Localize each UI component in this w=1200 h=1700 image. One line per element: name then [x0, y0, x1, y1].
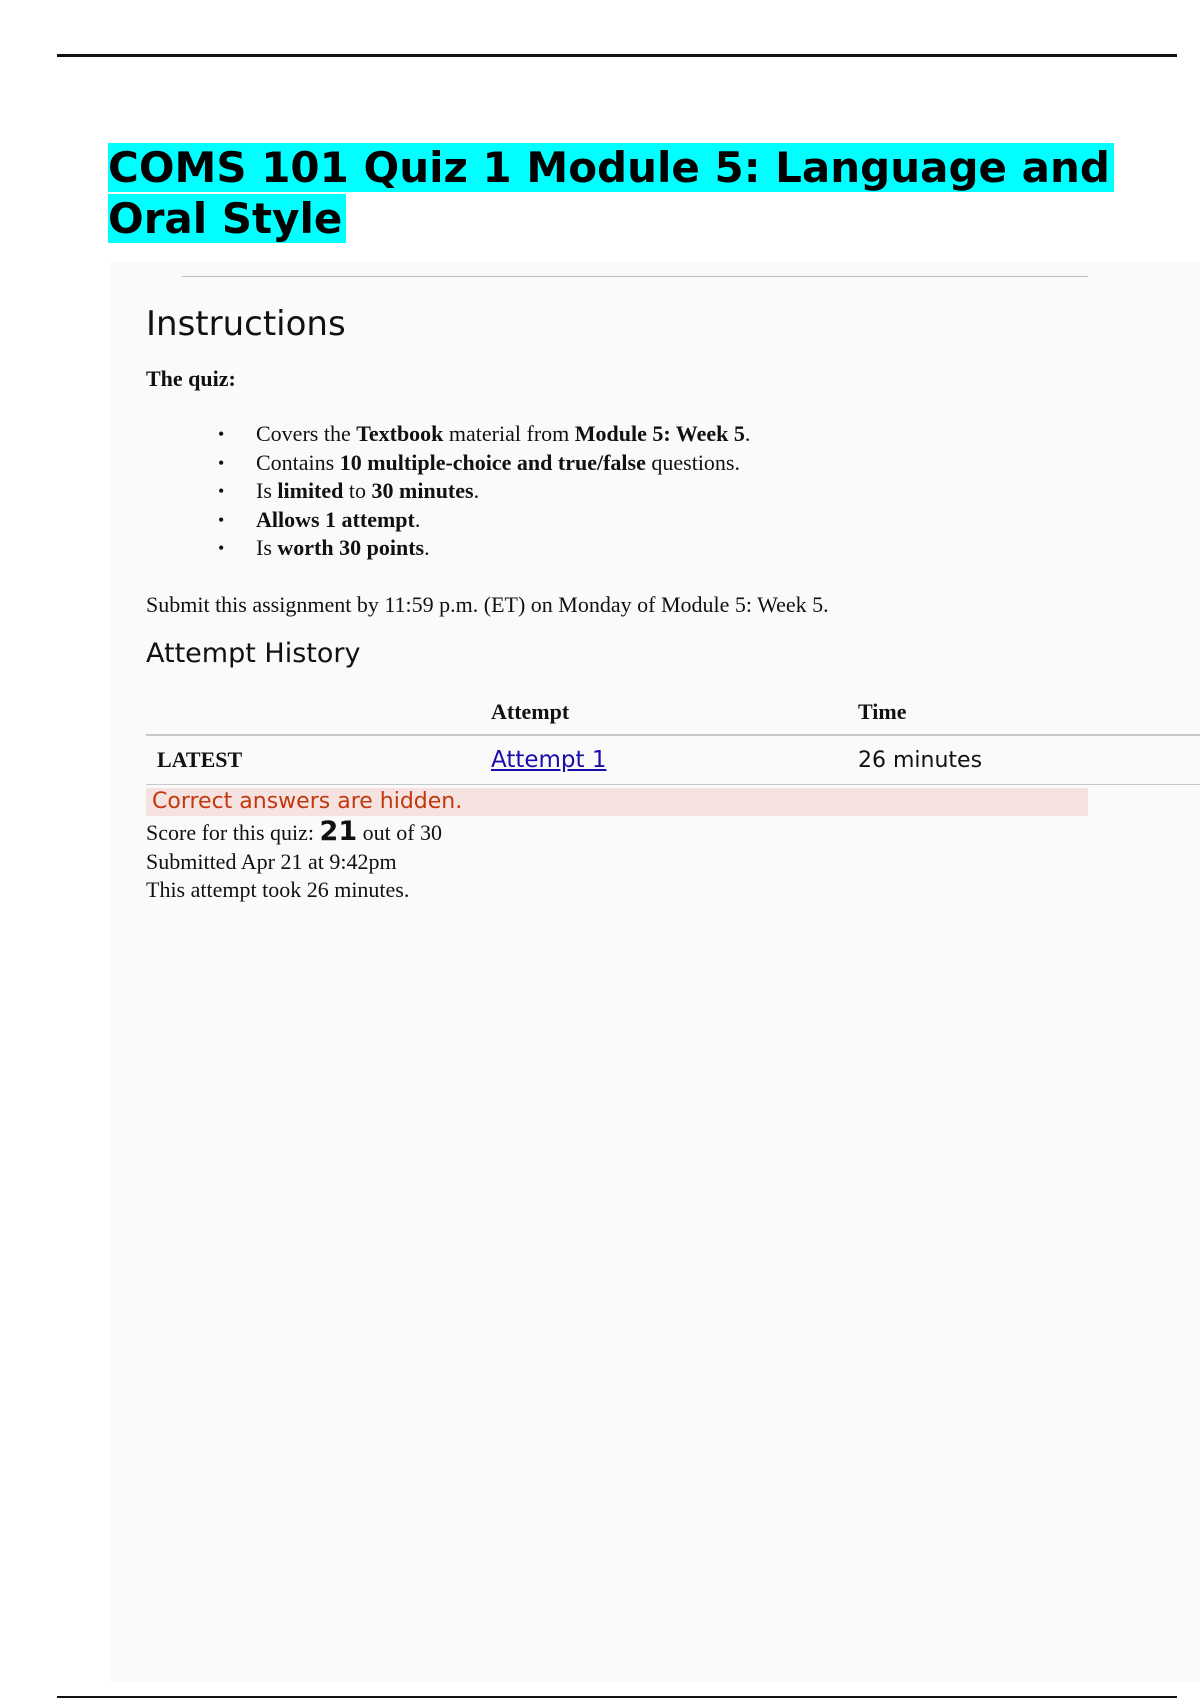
table-header-row	[146, 690, 1200, 735]
score-line	[146, 818, 442, 848]
text-run: Contains	[256, 449, 340, 475]
text-run: Is	[256, 478, 278, 503]
attempt-time: 26 minutes	[858, 747, 983, 773]
score-summary	[146, 818, 442, 905]
instructions-heading: Instructions	[146, 304, 346, 344]
list-item	[146, 506, 750, 535]
bottom-rule	[57, 1696, 1177, 1698]
text-run: .	[744, 421, 751, 446]
text-run: .	[473, 478, 480, 503]
bold-text: 30 minutes	[371, 478, 474, 503]
list-item	[146, 534, 750, 563]
column-header-attempt: Attempt	[491, 699, 570, 724]
text-run: .	[424, 535, 430, 560]
score-prefix: Score for this quiz:	[146, 820, 320, 845]
top-rule	[57, 54, 1177, 57]
attempt-1-link[interactable]: Attempt 1	[491, 747, 607, 773]
text-run: to	[343, 478, 372, 503]
bold-text: Textbook	[356, 421, 444, 446]
column-header-time: Time	[858, 699, 907, 724]
list-item	[146, 449, 750, 478]
document-title	[108, 142, 1148, 244]
bold-text: Allows 1 attempt	[256, 506, 415, 532]
text-run: questions.	[645, 449, 740, 475]
text-run: Covers the	[256, 421, 357, 446]
text-run: Is	[256, 535, 278, 560]
bold-text: worth 30 points	[277, 535, 425, 560]
score-value: 21	[319, 816, 358, 847]
submitted-timestamp: Submitted Apr 21 at 9:42pm	[146, 848, 397, 874]
bold-text: Module 5: Week 5	[574, 421, 745, 446]
document-title-text: COMS 101 Quiz 1 Module 5: Language and Oral Style	[108, 143, 1114, 243]
instructions-list	[146, 420, 750, 563]
text-run: material from	[443, 421, 575, 446]
list-item	[146, 420, 750, 449]
attempt-row-label: LATEST	[157, 747, 243, 772]
bold-text: limited	[277, 478, 344, 503]
quiz-label: The quiz:	[146, 366, 236, 391]
score-suffix: out of 30	[357, 820, 443, 845]
submit-deadline-note: Submit this assignment by 11:59 p.m. (ET) on Monday of Module 5: Week 5.	[146, 592, 829, 617]
text-run: .	[414, 506, 421, 532]
attempt-history-table	[146, 690, 1200, 785]
panel-divider	[182, 276, 1088, 277]
answers-hidden-notice: Correct answers are hidden.	[146, 788, 1088, 816]
attempt-history-heading: Attempt History	[146, 638, 361, 669]
list-item	[146, 477, 750, 506]
attempt-duration: This attempt took 26 minutes.	[146, 877, 410, 902]
bold-text: 10 multiple-choice and true/false	[339, 449, 646, 475]
column-header-label	[146, 690, 491, 735]
table-row	[146, 735, 1200, 785]
attempt-link-cell	[491, 735, 858, 785]
